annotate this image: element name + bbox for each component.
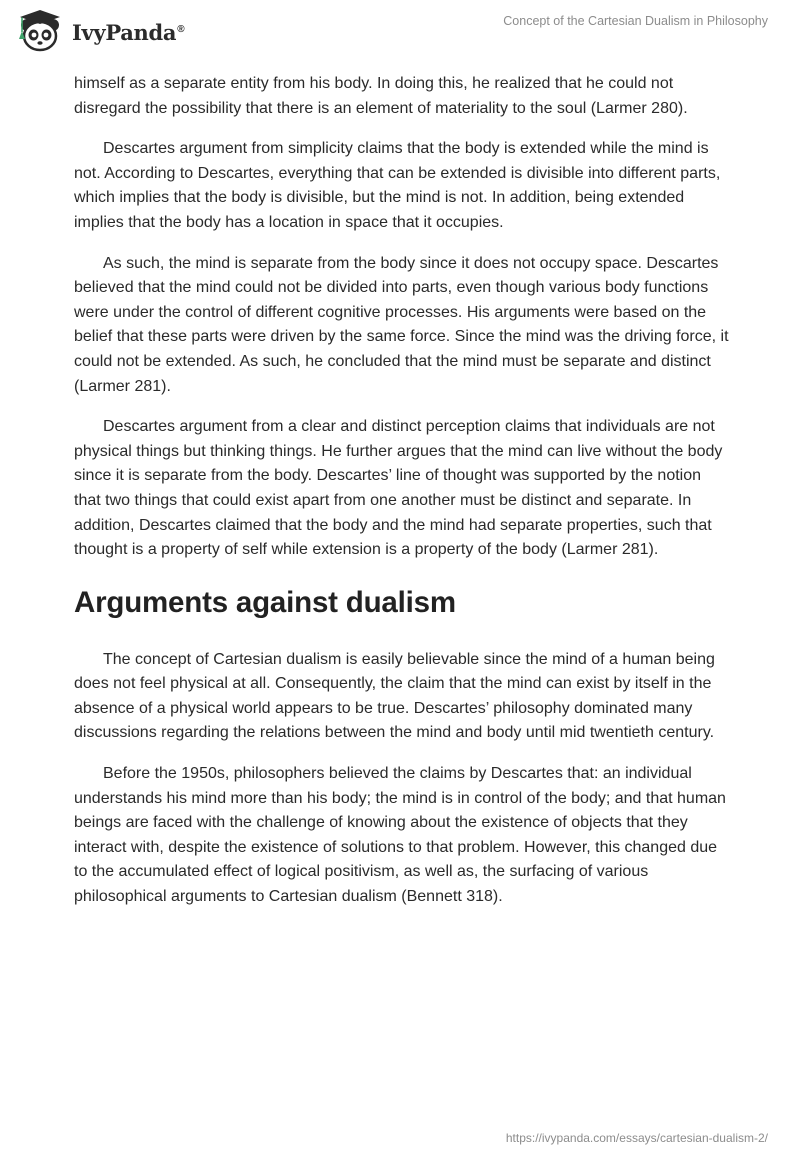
section-heading: Arguments against dualism: [74, 585, 456, 619]
paragraph-continuation: himself as a separate entity from his body. In doing this, he realized that he could not disregard the possibility that there is an element of materiality to the soul (Larmer 280).: [74, 75, 688, 117]
paragraph: Descartes argument from a clear and distinct perception claims that individuals are not physical things but thinking things. He further argues that the mind can live without the body since it is separate from the body. Descartes’ line of thought was supported by the notion that two things that could exist apart from one another must be distinct and separate. In addition, Descartes claimed that the body and the mind had separate properties, such that thought is a property of self while extension is a property of the body (Larmer 281).: [74, 418, 723, 559]
paragraph: The concept of Cartesian dualism is easily believable since the mind of a human being does not feel physical at all. Consequently, the claim that the mind can exist by itself in the absence of a physical world appears to be true. Descartes’ philosophy dominated many discussions regarding the relations between the mind and body until mid twentieth century.: [74, 650, 715, 742]
document-running-title: Concept of the Cartesian Dualism in Philosophy: [503, 14, 768, 28]
panda-graduate-icon: [14, 8, 66, 54]
source-url[interactable]: https://ivypanda.com/essays/cartesian-dualism-2/: [505, 1131, 768, 1145]
essay-body: [74, 72, 730, 926]
page-header: [0, 0, 800, 66]
ivypanda-logo[interactable]: [14, 8, 214, 54]
paragraph: Before the 1950s, philosophers believed the claims by Descartes that: an individual understands his mind more than his body; the mind is in control of the body; and that human beings are faced with the challenge of knowing about the existence of objects that they interact with, despite the existence of solutions to that problem. However, this changed due to the accumulated effect of logical positivism, as well as, the surfacing of various philosophical arguments to Cartesian dualism (Bennett 318).: [74, 765, 726, 906]
paragraph: Descartes argument from simplicity claims that the body is extended while the mind is not. According to Descartes, everything that can be extended is divisible into different parts, which implies that the body is divisible, but the mind is not. In addition, being extended implies that the body has a location in space that it occupies.: [74, 140, 721, 231]
logo-wordmark: IvyPanda®: [72, 19, 185, 45]
paragraph: As such, the mind is separate from the body since it does not occupy space. Descartes believed that the mind could not be divided into parts, even though various body functions were under the control of different cognitive processes. His arguments were based on the belief that these parts were driven by the same force. Since the mind was the driving force, it could not be extended. As such, he concluded that the mind must be separate and distinct (Larmer 281).: [74, 254, 729, 395]
